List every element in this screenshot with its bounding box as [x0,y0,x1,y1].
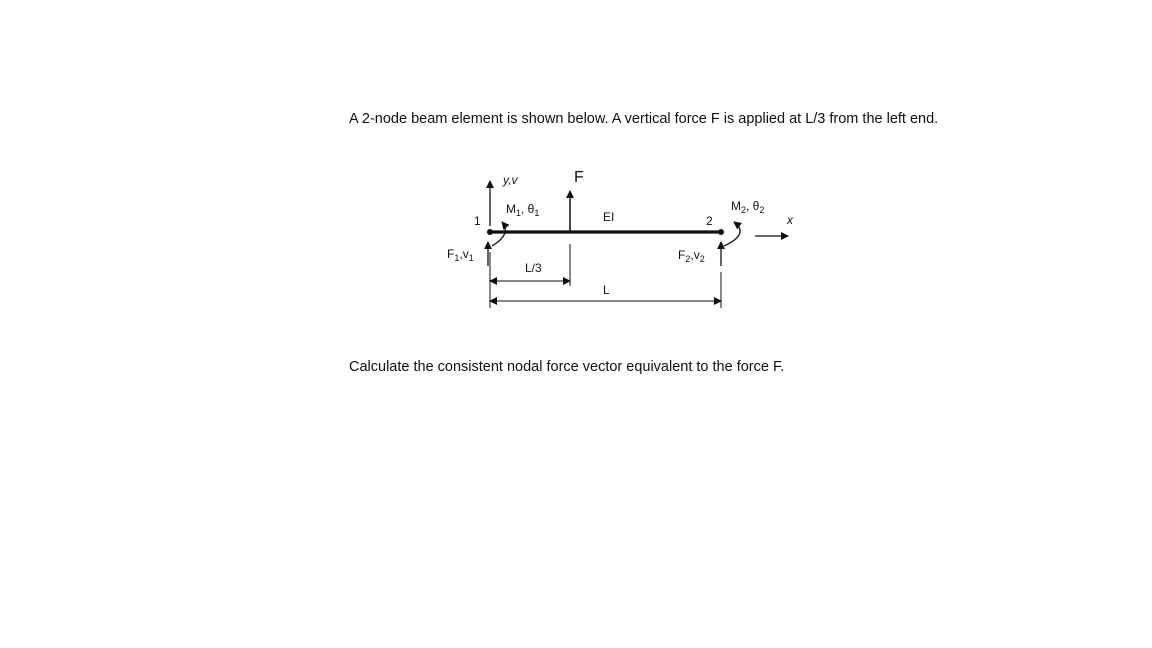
moment-2-label: M2, θ2 [731,199,765,215]
node-1-dot [487,229,493,235]
dimension-length-label: L [603,283,610,297]
dimension-third-label: L/3 [525,261,542,275]
node-1-label: 1 [474,214,481,228]
y-axis-label: y,v [503,173,518,187]
node-2-dot [718,229,724,235]
shear-force-1-label: F1,v1 [447,247,474,263]
x-axis-label: x [787,213,793,227]
shear-force-2-label: F2,v2 [678,248,705,264]
applied-force-label: F [574,169,584,186]
problem-intro-text: A 2-node beam element is shown below. A vertical force F is applied at L/3 from the left end. [349,111,939,127]
node-2-label: 2 [706,214,713,228]
stiffness-label: EI [603,210,615,224]
moment-2-arc [724,222,740,246]
moment-1-label: M1, θ1 [506,202,540,218]
problem-question-text: Calculate the consistent nodal force vector equivalent to the force F. [349,359,785,375]
moment-1-arc [492,222,505,246]
